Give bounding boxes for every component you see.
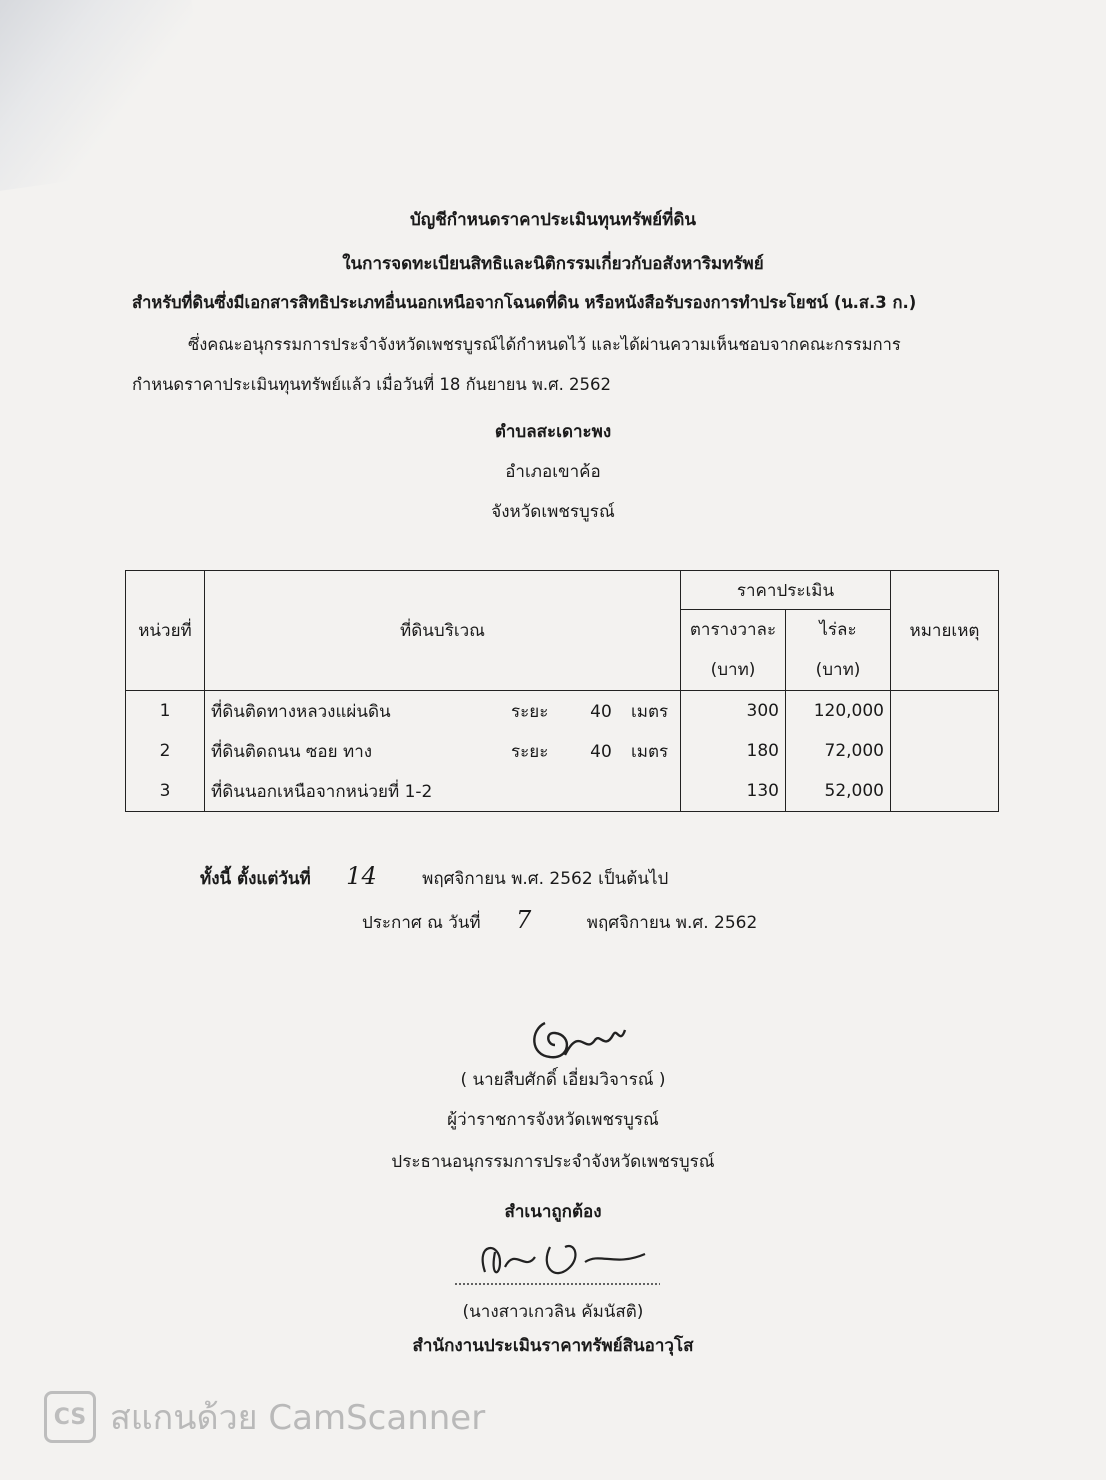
doc-subtitle: ในการจดทะเบียนสิทธิและนิติกรรมเกี่ยวกับอสังหาริมทรัพย์ — [342, 254, 764, 274]
row-rai: 72,000 — [786, 731, 891, 771]
col-price: ราคาประเมิน — [681, 571, 891, 610]
row-note — [891, 731, 999, 771]
doc-title: บัญชีกำหนดราคาประเมินทุนทรัพย์ที่ดิน — [409, 210, 696, 230]
effective-date: ทั้งนี้ ตั้งแต่วันที่ 14 พฤศจิกายน พ.ศ. 2562 เป็นต้นไป — [200, 862, 669, 890]
doc-committee: ซึ่งคณะอนุกรรมการประจำจังหวัดเพชรบูรณ์ได้กำหนดไว้ และได้ผ่านความเห็นชอบจากคณะกรรมการ — [188, 335, 901, 354]
signatory-title: ผู้ว่าราชการจังหวัดเพชรบูรณ์ — [447, 1110, 659, 1130]
row-unit: 3 — [126, 771, 205, 812]
announce-date: ประกาศ ณ วันที่ 7 พฤศจิกายน พ.ศ. 2562 — [362, 906, 758, 934]
row-unit: 1 — [126, 691, 205, 732]
row-unit: 2 — [126, 731, 205, 771]
row-rai: 120,000 — [786, 691, 891, 732]
camscanner-watermark — [44, 1390, 485, 1444]
row-rai: 52,000 — [786, 771, 891, 812]
doc-approval-date: กำหนดราคาประเมินทุนทรัพย์แล้ว เมื่อวันที่ 18 กันยายน พ.ศ. 2562 — [132, 375, 612, 394]
certifier-signature — [455, 1232, 665, 1292]
table-row — [126, 691, 999, 732]
certifier-office: สำนักงานประเมินราคาทรัพย์สินอาวุโส — [412, 1336, 694, 1356]
certify-stamp: สำเนาถูกต้อง — [504, 1202, 602, 1222]
row-sqwa: 130 — [681, 771, 786, 812]
row-area: ที่ดินนอกเหนือจากหน่วยที่ 1-2 — [205, 771, 681, 812]
district: อำเภอเขาค้อ — [505, 462, 601, 482]
col-note: หมายเหตุ — [891, 571, 999, 691]
certifier-name: (นางสาวเกวลิน คัมนัสติ) — [462, 1302, 644, 1322]
col-sqwa: ตารางวาละ (บาท) — [681, 610, 786, 691]
doc-scope: สำหรับที่ดินซึ่งมีเอกสารสิทธิประเภทอื่นนอกเหนือจากโฉนดที่ดิน หรือหนังสือรับรองการทำประโยชน์ (น.ส.3 ก.) — [132, 293, 917, 312]
row-sqwa: 300 — [681, 691, 786, 732]
row-area: ที่ดินติดทางหลวงแผ่นดิน ระยะ 40 เมตร — [205, 691, 681, 732]
camscanner-logo-icon: CS — [44, 1391, 96, 1443]
row-area: ที่ดินติดถนน ซอย ทาง ระยะ 40 เมตร — [205, 731, 681, 771]
subdistrict: ตำบลสะเดาะพง — [494, 422, 612, 442]
province: จังหวัดเพชรบูรณ์ — [491, 502, 615, 522]
table-row — [126, 731, 999, 771]
row-sqwa: 180 — [681, 731, 786, 771]
col-unit: หน่วยที่ — [126, 571, 205, 691]
price-table — [125, 570, 999, 812]
row-note — [891, 771, 999, 812]
row-note — [891, 691, 999, 732]
signatory-chair: ประธานอนุกรรมการประจำจังหวัดเพชรบูรณ์ — [391, 1152, 715, 1172]
col-rai: ไร่ละ (บาท) — [786, 610, 891, 691]
page-fold-shadow — [0, 0, 214, 197]
col-area: ที่ดินบริเวณ — [205, 571, 681, 691]
governor-signature — [525, 1005, 635, 1065]
signatory-name: ( นายสืบศักดิ์ เอี่ยมวิจารณ์ ) — [460, 1070, 666, 1090]
table-row — [126, 771, 999, 812]
camscanner-text: สแกนด้วย CamScanner — [110, 1398, 486, 1438]
